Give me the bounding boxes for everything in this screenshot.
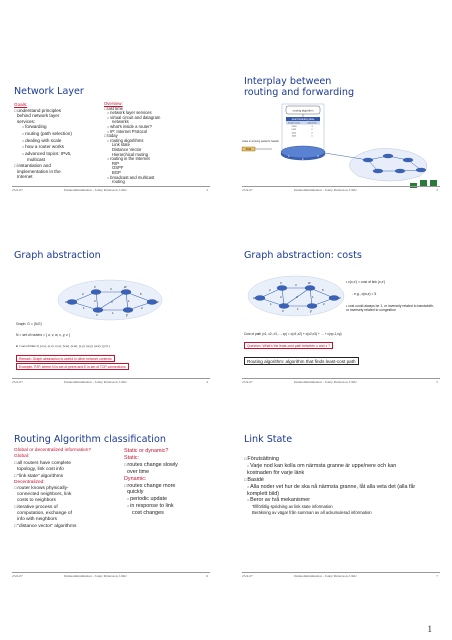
footer-date: 23-9-07 (242, 574, 253, 578)
slide-graph-costs (240, 236, 442, 386)
slide-footer (242, 186, 440, 192)
svg-text:1: 1 (312, 295, 314, 299)
link-2: 2 (302, 157, 304, 161)
slide-title: Graph abstraction: costs (244, 250, 362, 261)
page-number: 1 (427, 624, 432, 634)
footer-slide-number: 6 (206, 574, 208, 578)
node-set: N = set of routers = { u, v, w, x, y, z } (16, 333, 70, 337)
goal-item: □ instantiation and (14, 163, 100, 169)
footer-author: Datakommunikation - Jonny Pettersson, UmU (294, 380, 357, 384)
overview-subitem: ○ routing algorithms (107, 139, 208, 144)
footer-date: 23-9-07 (242, 380, 253, 384)
overview-subitem: BGP (112, 169, 121, 175)
overview-subitem: ○ virtual circuit and datagram (107, 116, 208, 121)
table-head-col: output link (307, 122, 317, 125)
slide-title: Link State (244, 434, 293, 445)
goal-item: implementation in the (17, 168, 61, 174)
svg-text:3: 3 (111, 300, 113, 304)
svg-text:1: 1 (112, 311, 114, 315)
svg-text:z: z (339, 296, 341, 300)
footer-slide-number: 4 (206, 380, 208, 384)
routing-algorithm-label: routing algorithm (292, 108, 314, 113)
slide-footer (12, 572, 210, 578)
goal-subitem: ○ routing (path selection) (22, 131, 100, 138)
link-state-list (244, 456, 434, 515)
footer-author: Datakommunikation - Jonny Pettersson, UmU (64, 574, 127, 578)
svg-text:2: 2 (280, 295, 282, 299)
slide-footer (242, 378, 440, 384)
classification-item: connected neighbors, link (17, 492, 72, 498)
classification-label: Dynamic: (124, 475, 147, 482)
classification-item: □ iterative process of (14, 504, 110, 511)
forwarding-table-cell: 0100 (291, 126, 297, 128)
footer-author: Datakommunikation - Jonny Pettersson, UmU (64, 380, 127, 384)
classification-item: □ routes change slowly (124, 462, 210, 469)
graph-definition: Graph: G = (N,E) (16, 322, 42, 326)
svg-text:2: 2 (323, 302, 325, 306)
svg-text:v: v (94, 285, 96, 289)
static-heading: Static or dynamic? (124, 448, 169, 454)
svg-text:1: 1 (297, 307, 299, 311)
slide-footer (12, 186, 210, 192)
svg-text:v: v (280, 281, 282, 285)
slide-title: Graph abstraction (14, 250, 101, 261)
goal-item: services: (17, 118, 36, 124)
svg-text:2: 2 (269, 288, 271, 292)
footer-slide-number: 2 (206, 188, 208, 192)
routing-algorithm-box: Routing algorithm: algorithm that finds least-cost path (244, 357, 359, 365)
cost-note: • cost could always be 1, or inversely related to bandwidth, or inversely related to congestion (346, 304, 434, 313)
classification-item: □ routes change more (124, 483, 210, 490)
footer-author: Datakommunikation - Jonny Pettersson, UmU (294, 574, 357, 578)
overview-item: □ last time (104, 107, 208, 112)
slide-link-state (240, 430, 442, 580)
classification-item: info with neighbors (17, 516, 57, 522)
svg-text:x: x (282, 309, 284, 313)
remark-box: Remark: Graph abstraction is useful in other network contexts (16, 355, 115, 362)
goals-column (14, 102, 100, 180)
slide-title: Interplay between routing and forwarding (244, 76, 355, 98)
edge-set: E = set of links ={ (u,v), (u,x), (v,x), (v,w), (x,w), (x,y), (w,y), (w,z), (y,z) } (16, 344, 110, 348)
slide-title: Network Layer (14, 86, 84, 97)
overview-heading: Overview: (104, 101, 123, 106)
svg-text:2: 2 (82, 292, 84, 296)
slide-graph-abstraction (10, 236, 212, 386)
link-state-subsubitem: Beräkning av vägar från summan av all ackumulerad information (252, 509, 372, 515)
overview-column (104, 102, 208, 185)
footer-date: 23-9-07 (12, 380, 23, 384)
overview-subitem: routing (112, 179, 125, 185)
goal-item: □ understand principles (14, 108, 100, 114)
classification-item: computation, exchange of (17, 511, 72, 517)
svg-text:5: 5 (140, 292, 142, 296)
overview-subitem: RIP (112, 160, 119, 166)
forwarding-table-cell: 2 (311, 132, 313, 135)
path-cost: Cost of path (x1, x2, x3,…, xp) = c(x1,x2) + c(x2,x3) + … + c(xp-1,xp) (244, 332, 342, 336)
overview-subitem: ○ network layer services (107, 111, 208, 116)
footer-date: 23-9-07 (12, 188, 23, 192)
link-state-subsubitem: Tillförlitlig spridning av link state information (252, 504, 333, 510)
static-column (124, 448, 210, 517)
forwarding-table-cell: 1001 (291, 135, 297, 138)
forwarding-table-cell: 0111 (291, 132, 297, 135)
classification-label: Static: (124, 454, 139, 461)
footer-slide-number: 7 (436, 574, 438, 578)
svg-text:2: 2 (94, 299, 96, 303)
classification-item: □ “link state” algorithms (14, 473, 110, 480)
svg-text:5: 5 (322, 288, 324, 292)
slide-interplay (240, 44, 442, 194)
packet-value: 0111 (245, 148, 252, 151)
classification-item: over time (127, 468, 150, 475)
footer-author: Datakommunikation - Jonny Pettersson, UmU (64, 188, 127, 192)
overview-subitem: ○ what's inside a router? (107, 125, 208, 130)
svg-text:3: 3 (296, 295, 298, 299)
classification-item: quickly (127, 489, 144, 496)
table-title: local forwarding table (291, 118, 315, 121)
global-heading: Global or decentralized information? (14, 448, 92, 453)
forwarding-table-cell: 0101 (291, 129, 297, 132)
link-1: 1 (288, 154, 290, 158)
cost-definition: • c(x,x') = cost of link (x,x') (346, 280, 386, 284)
svg-text:u: u (65, 300, 67, 304)
slide-footer (242, 572, 440, 578)
link-state-item: □ Basidé (244, 477, 434, 484)
global-column (14, 448, 110, 530)
link-state-item: □ Förutsättning (244, 456, 434, 463)
question-box: Question: What's the least-cost path between u and z ? (244, 342, 333, 349)
link-state-subitem: ○ Alla noder vet hur de ska nå närmsta granne, låt alla veta det (alla får komplett bild) (247, 484, 417, 498)
link-3: 3 (317, 154, 319, 158)
goal-subitem: ○ advanced topics: IPv6, (22, 151, 100, 158)
overview-subitem: Hierarchical routing (112, 151, 149, 157)
footer-slide-number: 3 (436, 188, 438, 192)
svg-text:w: w (124, 285, 127, 289)
goal-item: Internet (17, 174, 33, 180)
classification-subitem: ○ periodic update (127, 496, 210, 503)
overview-subitem: Link state (112, 142, 130, 148)
svg-text:y: y (310, 309, 312, 313)
svg-text:x: x (96, 313, 98, 317)
overview-subitem: networks (112, 119, 129, 125)
cost-example: - e.g., c(w,z) = 5 (352, 292, 377, 296)
overview-subitem: ○ IP: Internet Protocol (107, 130, 208, 135)
svg-text:w: w (308, 281, 311, 285)
overview-item: □ today (104, 134, 208, 139)
classification-subitem: cost changes (132, 510, 164, 517)
slide-network-layer (10, 44, 212, 194)
classification-label: Global: (14, 453, 30, 459)
slide-title: Routing Algorithm classification (14, 434, 166, 445)
svg-text:z: z (157, 300, 159, 304)
classification-item: costs to neighbors (17, 498, 56, 504)
network-cloud (349, 148, 427, 181)
goals-heading: Goals: (14, 102, 28, 107)
footer-slide-number: 5 (436, 380, 438, 384)
svg-text:2: 2 (141, 306, 143, 310)
svg-text:y: y (126, 313, 128, 317)
slide-routing-classification (10, 430, 212, 580)
goal-subitem: ○ dealing with scale (22, 138, 100, 145)
forwarding-table-cell: 1 (311, 135, 313, 138)
forwarding-table-cell: 2 (311, 129, 313, 132)
svg-text:1: 1 (83, 306, 85, 310)
classification-item: □ router knows physically- (14, 485, 110, 492)
svg-text:3: 3 (295, 283, 297, 287)
classification-subitem: ○ in response to link (127, 503, 210, 510)
footer-date: 23-9-07 (12, 574, 23, 578)
overview-subitem: Distance Vector (112, 146, 142, 152)
svg-text:1: 1 (128, 299, 130, 303)
overview-subitem: ○ broadcast and multicast (107, 176, 208, 181)
svg-text:1: 1 (270, 302, 272, 306)
value-label: value in arriving packet's header (242, 140, 280, 143)
link-state-subitem: ○ Beror av två mekanismer (247, 497, 434, 504)
classification-label: Decentralized: (14, 479, 45, 485)
table-head-col: header value (287, 122, 301, 125)
footer-date: 23-9-07 (242, 188, 253, 192)
overview-subitem: ○ routing in the Internet (107, 157, 208, 162)
goal-subitem: ○ how a router works (22, 144, 100, 151)
svg-text:u: u (253, 296, 255, 300)
routing-forwarding-diagram (240, 44, 442, 194)
example-box: Example: P2P, where N is set of peers and E is set of TCP connections (16, 363, 129, 370)
slide-footer (12, 378, 210, 384)
overview-subitem: OSPF (112, 165, 124, 171)
forwarding-table-cell: 3 (311, 126, 313, 128)
classification-item: □ “distance vector” algorithms (14, 523, 110, 530)
link-state-subitem: ○ Varje nod kan kolla om närmsta granne är uppe/nere och kan kostnaden för varje länk (247, 463, 417, 477)
svg-text:3: 3 (110, 287, 112, 291)
classification-item: □ all routers have complete (14, 460, 110, 467)
classification-item: topology, link cost info (17, 466, 64, 472)
goal-subitem: multicast (27, 157, 46, 163)
footer-author: Datakommunikation - Jonny Pettersson, UmU (294, 188, 357, 192)
goal-subitem: ○ forwarding (22, 124, 100, 131)
goal-item: behind network layer (17, 113, 60, 119)
